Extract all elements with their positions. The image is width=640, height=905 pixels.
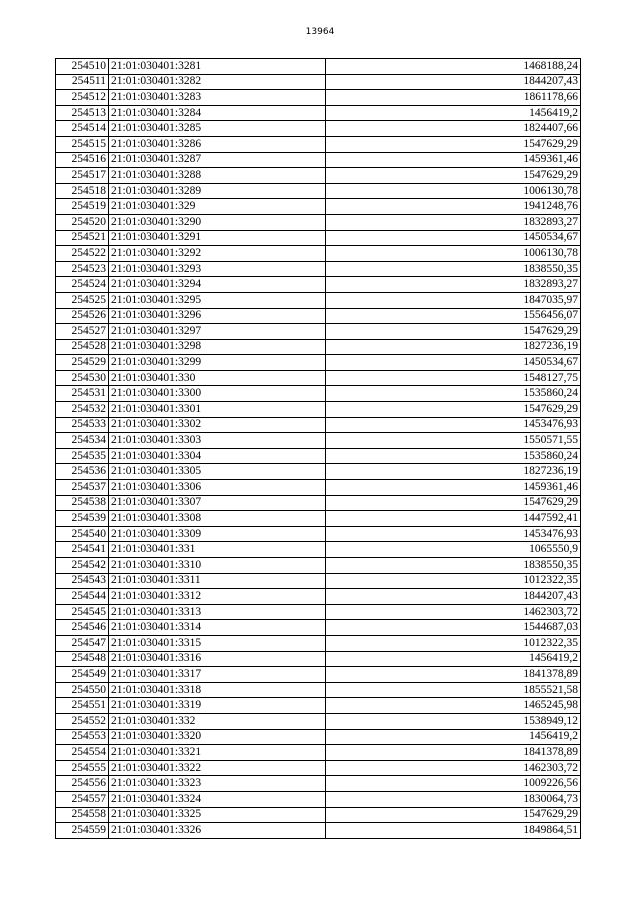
cadastral-value-cell: 1456419,2 [326,729,581,745]
cadastral-number-cell: 21:01:030401:3304 [109,448,326,464]
row-id-cell: 254559 [56,823,109,839]
row-id-cell: 254550 [56,682,109,698]
cadastral-number-cell: 21:01:030401:3300 [109,386,326,402]
cadastral-number-cell: 21:01:030401:3285 [109,121,326,137]
cadastral-number-cell: 21:01:030401:3324 [109,791,326,807]
table-row [56,74,581,90]
table-row [56,402,581,418]
table-row [56,682,581,698]
cadastral-number-cell: 21:01:030401:3317 [109,667,326,683]
cadastral-number-cell: 21:01:030401:3281 [109,59,326,75]
row-id-cell: 254545 [56,604,109,620]
row-id-cell: 254557 [56,791,109,807]
cadastral-number-cell: 21:01:030401:3325 [109,807,326,823]
table-row [56,745,581,761]
cadastral-number-cell: 21:01:030401:3302 [109,417,326,433]
cadastral-value-cell: 1838550,35 [326,261,581,277]
cadastral-value-cell: 1861178,66 [326,90,581,106]
table-row [56,526,581,542]
table-row [56,807,581,823]
cadastral-value-cell: 1849864,51 [326,823,581,839]
cadastral-value-cell: 1550571,55 [326,433,581,449]
table-row [56,230,581,246]
cadastral-number-cell: 21:01:030401:3316 [109,651,326,667]
cadastral-value-cell: 1941248,76 [326,199,581,215]
cadastral-value-cell: 1832893,27 [326,214,581,230]
cadastral-number-cell: 21:01:030401:3287 [109,152,326,168]
table-row [56,667,581,683]
cadastral-number-cell: 21:01:030401:3293 [109,261,326,277]
row-id-cell: 254555 [56,760,109,776]
row-id-cell: 254548 [56,651,109,667]
cadastral-value-cell: 1547629,29 [326,324,581,340]
cadastral-number-cell: 21:01:030401:329 [109,199,326,215]
row-id-cell: 254530 [56,370,109,386]
row-id-cell: 254521 [56,230,109,246]
table-row [56,823,581,839]
table-row [56,495,581,511]
cadastral-value-cell: 1841378,89 [326,667,581,683]
cadastral-number-cell: 21:01:030401:3286 [109,136,326,152]
cadastral-value-cell: 1847035,97 [326,292,581,308]
row-id-cell: 254526 [56,308,109,324]
row-id-cell: 254519 [56,199,109,215]
cadastral-value-cell: 1450534,67 [326,230,581,246]
cadastral-value-cell: 1538949,12 [326,713,581,729]
cadastral-value-cell: 1456419,2 [326,105,581,121]
cadastral-number-cell: 21:01:030401:3309 [109,526,326,542]
cadastral-number-cell: 21:01:030401:330 [109,370,326,386]
cadastral-value-cell: 1012322,35 [326,573,581,589]
cadastral-value-cell: 1556456,07 [326,308,581,324]
cadastral-number-cell: 21:01:030401:3307 [109,495,326,511]
table-row [56,183,581,199]
cadastral-value-cell: 1012322,35 [326,635,581,651]
cadastral-number-cell: 21:01:030401:3311 [109,573,326,589]
cadastral-value-cell: 1459361,46 [326,152,581,168]
row-id-cell: 254512 [56,90,109,106]
cadastral-value-cell: 1462303,72 [326,604,581,620]
cadastral-number-cell: 21:01:030401:3282 [109,74,326,90]
cadastral-number-cell: 21:01:030401:3322 [109,760,326,776]
cadastral-value-cell: 1453476,93 [326,526,581,542]
table-row [56,604,581,620]
cadastral-value-cell: 1535860,24 [326,386,581,402]
cadastral-value-cell: 1547629,29 [326,136,581,152]
row-id-cell: 254552 [56,713,109,729]
cadastral-value-cell: 1855521,58 [326,682,581,698]
cadastral-value-cell: 1009226,56 [326,776,581,792]
row-id-cell: 254516 [56,152,109,168]
table-row [56,90,581,106]
row-id-cell: 254520 [56,214,109,230]
table-row [56,292,581,308]
cadastral-number-cell: 21:01:030401:3320 [109,729,326,745]
cadastral-number-cell: 21:01:030401:3312 [109,589,326,605]
cadastral-value-cell: 1547629,29 [326,495,581,511]
row-id-cell: 254546 [56,620,109,636]
cadastral-value-table [55,58,581,839]
row-id-cell: 254556 [56,776,109,792]
cadastral-value-cell: 1548127,75 [326,370,581,386]
cadastral-value-cell: 1824407,66 [326,121,581,137]
row-id-cell: 254535 [56,448,109,464]
cadastral-number-cell: 21:01:030401:3314 [109,620,326,636]
cadastral-value-cell: 1447592,41 [326,511,581,527]
cadastral-value-cell: 1827236,19 [326,464,581,480]
cadastral-number-cell: 21:01:030401:3305 [109,464,326,480]
cadastral-number-cell: 21:01:030401:332 [109,713,326,729]
cadastral-value-cell: 1535860,24 [326,448,581,464]
row-id-cell: 254528 [56,339,109,355]
row-id-cell: 254517 [56,168,109,184]
cadastral-number-cell: 21:01:030401:3318 [109,682,326,698]
cadastral-value-cell: 1065550,9 [326,542,581,558]
cadastral-value-cell: 1459361,46 [326,480,581,496]
cadastral-number-cell: 21:01:030401:3323 [109,776,326,792]
table-row [56,573,581,589]
row-id-cell: 254529 [56,355,109,371]
cadastral-number-cell: 21:01:030401:3298 [109,339,326,355]
row-id-cell: 254537 [56,480,109,496]
row-id-cell: 254518 [56,183,109,199]
row-id-cell: 254554 [56,745,109,761]
cadastral-value-cell: 1006130,78 [326,246,581,262]
table-row [56,152,581,168]
cadastral-number-cell: 21:01:030401:3284 [109,105,326,121]
row-id-cell: 254531 [56,386,109,402]
cadastral-number-cell: 21:01:030401:3295 [109,292,326,308]
table-row [56,168,581,184]
cadastral-number-cell: 21:01:030401:3306 [109,480,326,496]
row-id-cell: 254523 [56,261,109,277]
cadastral-number-cell: 21:01:030401:3313 [109,604,326,620]
table-row [56,417,581,433]
table-row [56,277,581,293]
cadastral-value-cell: 1547629,29 [326,402,581,418]
row-id-cell: 254539 [56,511,109,527]
table-row [56,136,581,152]
row-id-cell: 254549 [56,667,109,683]
cadastral-value-cell: 1453476,93 [326,417,581,433]
table-row [56,308,581,324]
table-row [56,386,581,402]
row-id-cell: 254538 [56,495,109,511]
cadastral-value-cell: 1462303,72 [326,760,581,776]
cadastral-number-cell: 21:01:030401:3315 [109,635,326,651]
cadastral-value-cell: 1544687,03 [326,620,581,636]
table-row [56,480,581,496]
cadastral-number-cell: 21:01:030401:3301 [109,402,326,418]
table-row [56,620,581,636]
row-id-cell: 254513 [56,105,109,121]
row-id-cell: 254542 [56,558,109,574]
cadastral-value-cell: 1468188,24 [326,59,581,75]
table-row [56,542,581,558]
table-row [56,713,581,729]
cadastral-number-cell: 21:01:030401:3303 [109,433,326,449]
row-id-cell: 254536 [56,464,109,480]
table-row [56,261,581,277]
table-row [56,324,581,340]
table-row [56,776,581,792]
table-body [56,59,581,839]
page-number: 13964 [305,27,335,37]
table-row [56,199,581,215]
table-row [56,464,581,480]
table-row [56,339,581,355]
row-id-cell: 254533 [56,417,109,433]
table-row [56,698,581,714]
cadastral-value-cell: 1830064,73 [326,791,581,807]
row-id-cell: 254524 [56,277,109,293]
row-id-cell: 254544 [56,589,109,605]
cadastral-value-cell: 1547629,29 [326,168,581,184]
row-id-cell: 254525 [56,292,109,308]
table-row [56,651,581,667]
row-id-cell: 254527 [56,324,109,340]
cadastral-number-cell: 21:01:030401:3299 [109,355,326,371]
cadastral-number-cell: 21:01:030401:3326 [109,823,326,839]
cadastral-number-cell: 21:01:030401:3292 [109,246,326,262]
cadastral-value-cell: 1006130,78 [326,183,581,199]
table-row [56,105,581,121]
row-id-cell: 254522 [56,246,109,262]
table-row [56,214,581,230]
row-id-cell: 254510 [56,59,109,75]
table-row [56,760,581,776]
table-row [56,791,581,807]
cadastral-value-cell: 1832893,27 [326,277,581,293]
row-id-cell: 254534 [56,433,109,449]
table-row [56,355,581,371]
table-row [56,448,581,464]
cadastral-number-cell: 21:01:030401:3297 [109,324,326,340]
cadastral-value-cell: 1456419,2 [326,651,581,667]
cadastral-value-cell: 1844207,43 [326,589,581,605]
cadastral-number-cell: 21:01:030401:3310 [109,558,326,574]
row-id-cell: 254532 [56,402,109,418]
cadastral-number-cell: 21:01:030401:3308 [109,511,326,527]
row-id-cell: 254543 [56,573,109,589]
table-row [56,370,581,386]
cadastral-value-cell: 1838550,35 [326,558,581,574]
cadastral-number-cell: 21:01:030401:3289 [109,183,326,199]
cadastral-number-cell: 21:01:030401:3319 [109,698,326,714]
table-row [56,635,581,651]
cadastral-number-cell: 21:01:030401:331 [109,542,326,558]
cadastral-value-cell: 1827236,19 [326,339,581,355]
cadastral-number-cell: 21:01:030401:3288 [109,168,326,184]
cadastral-value-cell: 1841378,89 [326,745,581,761]
row-id-cell: 254558 [56,807,109,823]
row-id-cell: 254553 [56,729,109,745]
table-row [56,729,581,745]
cadastral-number-cell: 21:01:030401:3294 [109,277,326,293]
cadastral-value-cell: 1465245,98 [326,698,581,714]
row-id-cell: 254540 [56,526,109,542]
cadastral-value-cell: 1844207,43 [326,74,581,90]
cadastral-number-cell: 21:01:030401:3291 [109,230,326,246]
row-id-cell: 254514 [56,121,109,137]
row-id-cell: 254511 [56,74,109,90]
cadastral-value-cell: 1547629,29 [326,807,581,823]
table-row [56,558,581,574]
cadastral-number-cell: 21:01:030401:3321 [109,745,326,761]
cadastral-number-cell: 21:01:030401:3296 [109,308,326,324]
table-row [56,589,581,605]
row-id-cell: 254551 [56,698,109,714]
cadastral-number-cell: 21:01:030401:3290 [109,214,326,230]
row-id-cell: 254541 [56,542,109,558]
table-row [56,59,581,75]
cadastral-value-cell: 1450534,67 [326,355,581,371]
table-row [56,246,581,262]
row-id-cell: 254547 [56,635,109,651]
table-row [56,511,581,527]
table-row [56,121,581,137]
cadastral-number-cell: 21:01:030401:3283 [109,90,326,106]
row-id-cell: 254515 [56,136,109,152]
table-row [56,433,581,449]
